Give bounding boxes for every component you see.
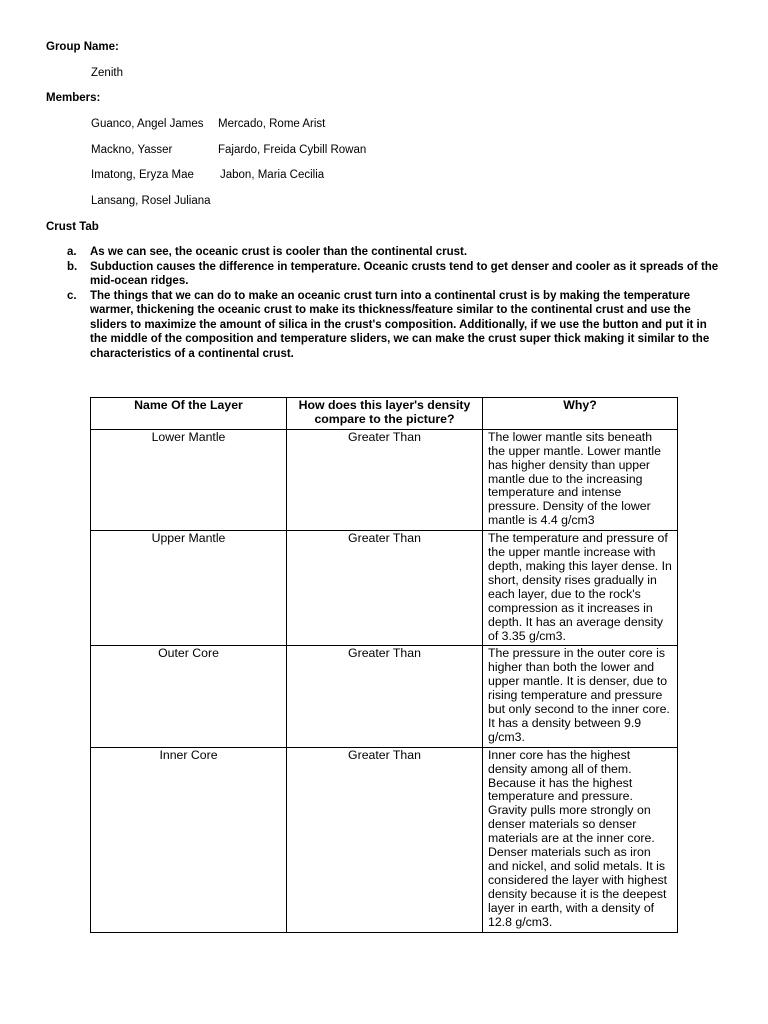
layer-name-cell: Upper Mantle xyxy=(91,531,287,646)
list-item xyxy=(67,260,727,289)
layer-name-cell: Lower Mantle xyxy=(91,429,287,530)
table-row xyxy=(91,429,678,530)
table-header-row xyxy=(91,398,678,430)
column-header-layer-name: Name Of the Layer xyxy=(91,398,287,430)
list-item-text: Subduction causes the difference in temperature. Oceanic crusts tend to get denser and cooler as it spreads of the mid-ocean ridges. xyxy=(90,260,719,287)
members-label: Members: xyxy=(46,92,101,104)
column-header-why: Why? xyxy=(483,398,678,430)
density-compare-cell: Greater Than xyxy=(287,429,483,530)
list-marker: a. xyxy=(67,246,77,258)
list-item xyxy=(67,245,727,260)
why-cell: The lower mantle sits beneath the upper mantle. Lower mantle has higher density than upper mantle due to the increasing temperature and intense pressure. Density of the lower mantle is 4.4 g/cm3 xyxy=(483,429,678,530)
density-compare-cell: Greater Than xyxy=(287,747,483,932)
why-cell: Inner core has the highest density among all of them. Because it has the highest temperature and pressure. Gravity pulls more strongly on denser materials so denser materials are at the inner core. Denser materials such as iron and nickel, and solid metals. It is considered the layer with highest density because it is the deepest layer in earth, with a density of 12.8 g/cm3. xyxy=(483,747,678,932)
table-row xyxy=(91,747,678,932)
member-name: Guanco, Angel James xyxy=(91,118,204,130)
member-name: Jabon, Maria Cecilia xyxy=(220,169,325,181)
density-compare-cell: Greater Than xyxy=(287,646,483,747)
member-name: Mackno, Yasser xyxy=(91,144,173,156)
list-item-text: As we can see, the oceanic crust is cooler than the continental crust. xyxy=(90,246,468,258)
group-name-value: Zenith xyxy=(91,67,123,79)
list-item-text: The things that we can do to make an oceanic crust turn into a continental crust is by making the temperature warmer, thickening the oceanic crust to make its thickness/feature similar to the continental crust and use the sliders to maximize the amount of silica in the crust's composition. Additionally, if we use the button and put it in the middle of the composition and temperature sliders, we can make the crust super thick making it similar to the characteristics of a continental crust. xyxy=(90,289,710,360)
member-name: Imatong, Eryza Mae xyxy=(91,169,194,181)
member-name: Lansang, Rosel Juliana xyxy=(91,195,211,207)
why-cell: The temperature and pressure of the upper mantle increase with depth, making this layer dense. In short, density rises gradually in each layer, due to the rock's compression as it increases in depth. It has an average density of 3.35 g/cm3. xyxy=(483,531,678,646)
list-marker: c. xyxy=(67,289,77,302)
answer-list xyxy=(67,245,727,361)
member-name: Fajardo, Freida Cybill Rowan xyxy=(218,144,367,156)
column-header-density-compare: How does this layer's density compare to the picture? xyxy=(287,398,483,430)
list-item xyxy=(67,289,727,362)
section-title: Crust Tab xyxy=(46,221,99,233)
density-compare-cell: Greater Than xyxy=(287,531,483,646)
group-name-label: Group Name: xyxy=(46,41,119,53)
layer-name-cell: Inner Core xyxy=(91,747,287,932)
member-name: Mercado, Rome Arist xyxy=(218,118,326,130)
list-marker: b. xyxy=(67,260,78,273)
why-cell: The pressure in the outer core is higher than both the lower and upper mantle. It is denser, due to rising temperature and pressure but only second to the inner core. It has a density between 9.9 g/cm3. xyxy=(483,646,678,747)
layer-name-cell: Outer Core xyxy=(91,646,287,747)
table-row xyxy=(91,531,678,646)
layer-density-table xyxy=(90,397,678,933)
table-row xyxy=(91,646,678,747)
